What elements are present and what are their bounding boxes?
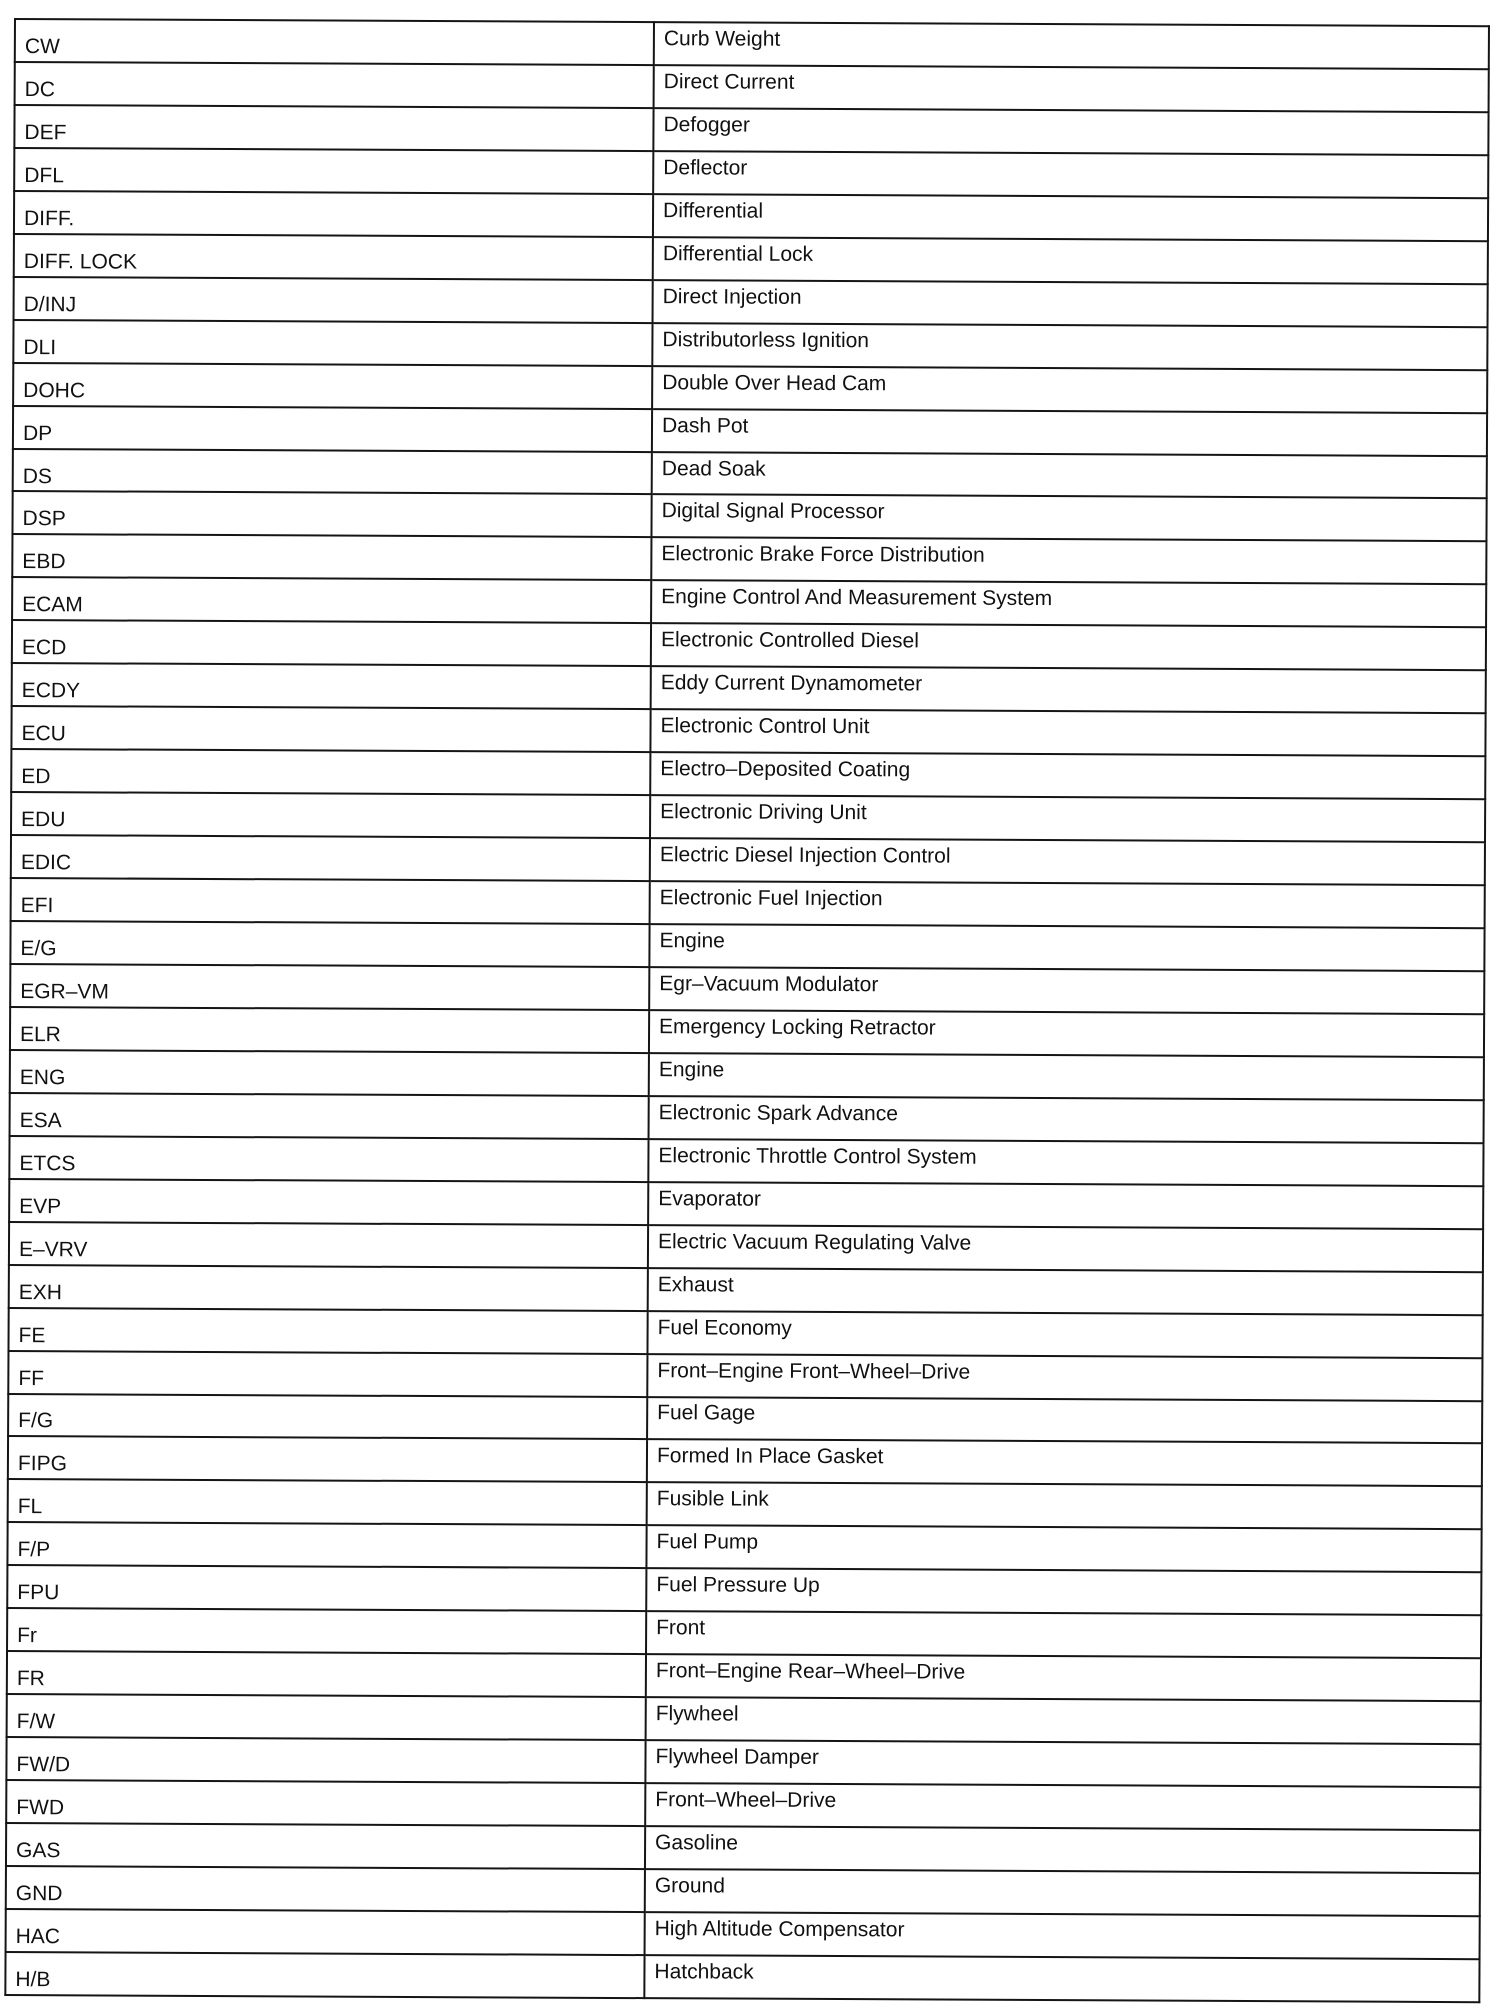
meaning-cell: Fuel Economy (647, 1311, 1482, 1358)
abbreviation-cell: ECDY (12, 663, 651, 709)
abbreviation-page (4, 18, 1490, 2003)
abbreviation-cell: DOHC (13, 363, 652, 409)
meaning-cell: Electronic Driving Unit (650, 795, 1485, 842)
meaning-cell: Ground (645, 1869, 1480, 1916)
abbreviation-cell: Fr (7, 1608, 646, 1654)
table-row (7, 1565, 1481, 1615)
table-row (13, 320, 1487, 370)
table-row (6, 1866, 1480, 1916)
table-row (9, 1265, 1483, 1315)
abbreviation-cell: FF (8, 1351, 647, 1397)
table-row (6, 1909, 1480, 1959)
meaning-cell: Hatchback (644, 1955, 1479, 2002)
meaning-cell: Front–Wheel–Drive (645, 1783, 1480, 1830)
table-row (13, 363, 1487, 413)
table-row (14, 105, 1488, 155)
meaning-cell: Double Over Head Cam (652, 366, 1487, 413)
meaning-cell: Fuel Pressure Up (646, 1568, 1481, 1615)
abbreviation-cell: CW (15, 19, 654, 65)
abbreviation-cell: FW/D (6, 1737, 645, 1783)
table-row (7, 1694, 1481, 1744)
table-row (12, 534, 1486, 584)
abbreviation-cell: DP (13, 406, 652, 452)
abbreviation-cell: EGR–VM (10, 964, 649, 1010)
abbreviation-cell: ELR (10, 1007, 649, 1053)
meaning-cell: Distributorless Ignition (652, 323, 1487, 370)
meaning-cell: Flywheel (646, 1697, 1481, 1744)
meaning-cell: Eddy Current Dynamometer (651, 666, 1486, 713)
abbreviation-cell: FL (8, 1479, 647, 1525)
table-row (14, 191, 1488, 241)
table-row (11, 878, 1485, 928)
table-row (5, 1952, 1479, 2002)
abbreviation-cell: ECAM (12, 577, 651, 623)
table-row (10, 964, 1484, 1014)
meaning-cell: Formed In Place Gasket (647, 1440, 1482, 1487)
abbreviation-cell: HAC (6, 1909, 645, 1955)
abbreviation-cell: ECD (12, 620, 651, 666)
abbreviation-cell: F/G (8, 1393, 647, 1439)
abbreviation-cell: F/P (7, 1522, 646, 1568)
abbreviation-cell: EXH (9, 1265, 648, 1311)
meaning-cell: High Altitude Compensator (645, 1912, 1480, 1959)
meaning-cell: Electronic Fuel Injection (650, 881, 1485, 928)
abbreviation-cell: ED (11, 749, 650, 795)
abbreviation-cell: EDU (11, 792, 650, 838)
table-row (14, 148, 1488, 198)
abbreviation-cell: E/G (10, 921, 649, 967)
abbreviation-cell: ENG (10, 1050, 649, 1096)
table-row (15, 62, 1489, 112)
abbreviation-cell: EDIC (11, 835, 650, 881)
meaning-cell: Front–Engine Front–Wheel–Drive (647, 1354, 1482, 1401)
meaning-cell: Electronic Control Unit (650, 709, 1485, 756)
table-row (7, 1522, 1481, 1572)
abbreviation-cell: FE (8, 1308, 647, 1354)
abbreviation-cell: DS (13, 449, 652, 495)
meaning-cell: Engine Control And Measurement System (651, 581, 1486, 628)
table-row (9, 1136, 1483, 1186)
table-row (8, 1436, 1482, 1486)
table-row (7, 1608, 1481, 1658)
meaning-cell: Digital Signal Processor (651, 495, 1486, 542)
meaning-cell: Front (646, 1611, 1481, 1658)
table-row (12, 491, 1486, 541)
table-row (11, 835, 1485, 885)
abbreviation-cell: DFL (14, 148, 653, 194)
table-row (11, 792, 1485, 842)
table-row (14, 234, 1488, 284)
meaning-cell: Electronic Controlled Diesel (651, 623, 1486, 670)
meaning-cell: Dash Pot (652, 409, 1487, 456)
table-row (11, 749, 1485, 799)
abbreviation-table (4, 18, 1490, 2003)
meaning-cell: Exhaust (648, 1268, 1483, 1315)
table-row (11, 706, 1485, 756)
table-row (10, 1050, 1484, 1100)
table-row (6, 1780, 1480, 1830)
meaning-cell: Flywheel Damper (645, 1740, 1480, 1787)
table-row (10, 921, 1484, 971)
meaning-cell: Fuel Gage (647, 1397, 1482, 1444)
meaning-cell: Direct Injection (653, 280, 1488, 327)
table-row (13, 449, 1487, 499)
abbreviation-cell: GAS (6, 1823, 645, 1869)
table-row (12, 663, 1486, 713)
meaning-cell: Engine (649, 1053, 1484, 1100)
abbreviation-cell: EBD (12, 534, 651, 580)
table-row (7, 1651, 1481, 1701)
meaning-cell: Electronic Brake Force Distribution (651, 538, 1486, 585)
abbreviation-cell: FIPG (8, 1436, 647, 1482)
table-row (10, 1093, 1484, 1143)
meaning-cell: Differential Lock (653, 237, 1488, 284)
abbreviation-cell: DSP (12, 491, 651, 537)
meaning-cell: Curb Weight (654, 22, 1489, 69)
table-row (6, 1823, 1480, 1873)
abbreviation-cell: ESA (10, 1093, 649, 1139)
meaning-cell: Fusible Link (647, 1483, 1482, 1530)
table-row (9, 1179, 1483, 1229)
meaning-cell: Electronic Spark Advance (649, 1096, 1484, 1143)
table-row (9, 1222, 1483, 1272)
abbreviation-cell: DC (15, 62, 654, 108)
abbreviation-cell: DIFF. LOCK (14, 234, 653, 280)
meaning-cell: Electric Diesel Injection Control (650, 838, 1485, 885)
table-row (15, 19, 1489, 69)
meaning-cell: Differential (653, 194, 1488, 241)
meaning-cell: Gasoline (645, 1826, 1480, 1873)
meaning-cell: Electric Vacuum Regulating Valve (648, 1225, 1483, 1272)
abbreviation-cell: E–VRV (9, 1222, 648, 1268)
table-row (13, 406, 1487, 456)
abbreviation-cell: DLI (13, 320, 652, 366)
table-row (12, 620, 1486, 670)
abbreviation-cell: EVP (9, 1179, 648, 1225)
meaning-cell: Deflector (653, 151, 1488, 198)
abbreviation-cell: DEF (14, 105, 653, 151)
meaning-cell: Evaporator (648, 1182, 1483, 1229)
abbreviation-cell: H/B (5, 1952, 644, 1998)
meaning-cell: Fuel Pump (646, 1525, 1481, 1572)
abbreviation-cell: D/INJ (14, 277, 653, 323)
table-row (6, 1737, 1480, 1787)
abbreviation-cell: DIFF. (14, 191, 653, 237)
meaning-cell: Dead Soak (652, 452, 1487, 499)
meaning-cell: Emergency Locking Retractor (649, 1010, 1484, 1057)
table-row (8, 1351, 1482, 1401)
table-row (8, 1479, 1482, 1529)
abbreviation-table-body (5, 19, 1489, 2002)
meaning-cell: Front–Engine Rear–Wheel–Drive (646, 1654, 1481, 1701)
abbreviation-cell: FPU (7, 1565, 646, 1611)
abbreviation-cell: ETCS (9, 1136, 648, 1182)
abbreviation-cell: F/W (7, 1694, 646, 1740)
meaning-cell: Egr–Vacuum Modulator (649, 967, 1484, 1014)
meaning-cell: Direct Current (654, 65, 1489, 112)
table-row (10, 1007, 1484, 1057)
meaning-cell: Electronic Throttle Control System (648, 1139, 1483, 1186)
table-row (8, 1393, 1482, 1443)
meaning-cell: Electro–Deposited Coating (650, 752, 1485, 799)
meaning-cell: Engine (649, 924, 1484, 971)
table-row (12, 577, 1486, 627)
abbreviation-cell: GND (6, 1866, 645, 1912)
table-row (14, 277, 1488, 327)
abbreviation-cell: ECU (11, 706, 650, 752)
abbreviation-cell: FR (7, 1651, 646, 1697)
table-row (8, 1308, 1482, 1358)
abbreviation-cell: FWD (6, 1780, 645, 1826)
meaning-cell: Defogger (653, 108, 1488, 155)
abbreviation-cell: EFI (11, 878, 650, 924)
